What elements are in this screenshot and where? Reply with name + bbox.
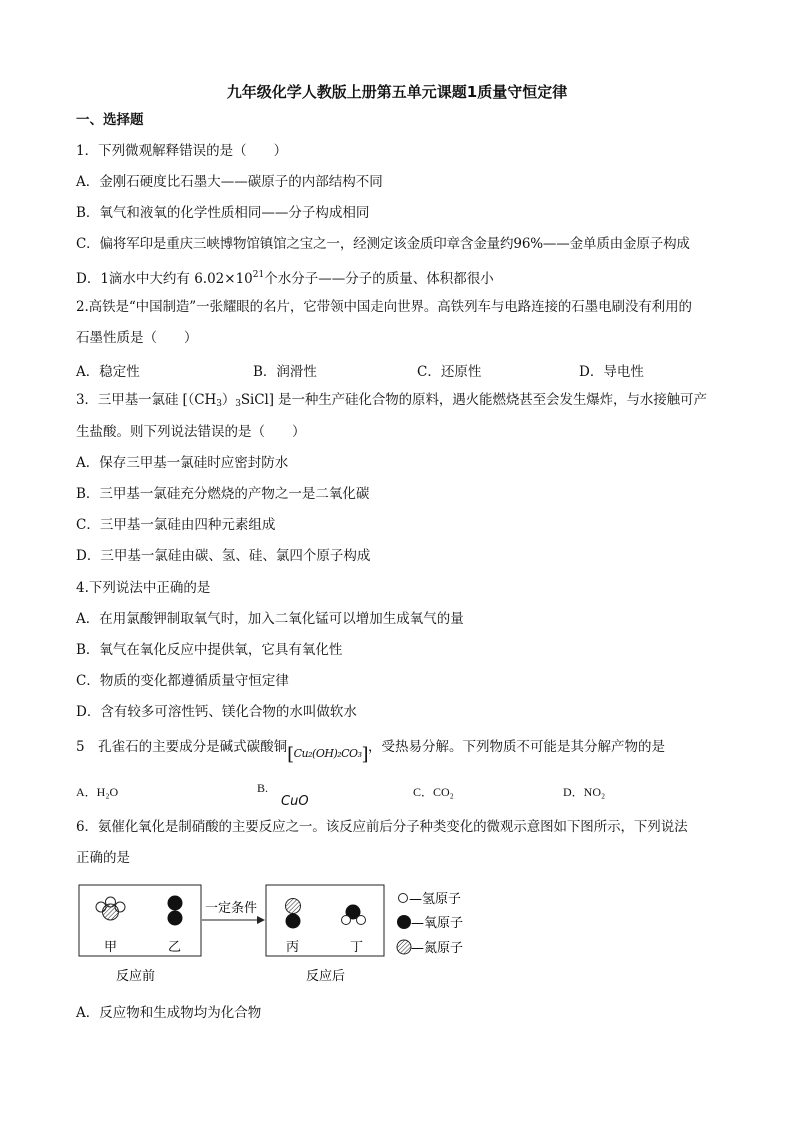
q6-stem-line1: 6．氨催化氧化是制硝酸的主要反应之一。该反应前后分子种类变化的微观示意图如下图所示，下列说法 [76,819,688,835]
q5-bracket-left: [ [287,744,294,765]
q4-option-b: B．氧气在氧化反应中提供氧，它具有氧化性 [76,642,343,658]
reaction-condition: 一定条件 [205,901,258,916]
q1-d-text-pre: D．1滴水中大约有 6.02×10 [76,271,253,287]
q5-formula [287,744,369,765]
q5-stem-pre: 5 孔雀石的主要成分是碱式碳酸铜 [76,739,288,755]
label-jia: 甲 [104,940,118,955]
nitric-oxide-molecule [286,899,301,929]
q1-stem: 1．下列微观解释错误的是（ ） [76,143,288,159]
q1-option-a: A．金刚石硬度比石墨大——碳原子的内部结构不同 [76,174,383,190]
q4-option-d: D．含有较多可溶性钙、镁化合物的水叫做软水 [76,704,357,720]
legend-hydrogen: —氢原子 [409,892,462,907]
q3-stem-pre: 3．三甲基一氯硅 [（CH [76,392,217,408]
q6-stem-line2: 正确的是 [76,850,130,866]
label-yi: 乙 [168,940,182,955]
q3-option-b: B．三甲基一氯硅充分燃烧的产物之一是二氧化碳 [76,486,370,502]
q3-stem-line2: 生盐酸。则下列说法错误的是（ ） [76,424,306,440]
legend [397,892,463,956]
q5-formula-text: Cu₂(OH)₂CO₃ [293,747,362,760]
q5-option-a: A．H₂O [76,785,119,799]
q5-option-b: B. [257,781,269,795]
q2-option-c: C．还原性 [417,364,482,380]
section-heading: 一、选择题 [76,112,144,128]
q4-option-c: C．物质的变化都遵循质量守恒定律 [76,673,289,689]
legend-oxygen: —氧原子 [411,916,464,931]
q5-option-c: C．CO₂ [413,785,454,799]
q5-bracket-right: ] [361,744,369,765]
q3-stem-end: SiCl] 是一种生产硅化合物的原料，遇火能燃烧甚至会发生爆炸，与水接触可产 [240,392,707,408]
ammonia-molecule [96,897,125,920]
q2-stem-line2: 石墨性质是（ ） [76,330,198,346]
q3-stem-line1 [76,391,707,413]
q5-stem-post: ，受热易分解。下列物质不可能是其分解产物的是 [368,739,666,755]
q1-d-text-post: 个水分子——分子的质量、体积都很小 [264,271,494,287]
q4-stem: 4.下列说法中正确的是 [76,580,211,596]
label-ding: 丁 [350,940,364,955]
q3-option-c: C．三甲基一氯硅由四种元素组成 [76,517,276,533]
q3-option-d: D．三甲基一氯硅由碳、氢、硅、氯四个原子构成 [76,548,371,564]
label-after: 反应后 [306,969,346,984]
q1-option-d [76,266,494,288]
q1-option-c: C．偏将军印是重庆三峡博物馆镇馆之宝之一，经测定该金质印章含金量约96%——金单质由金原子构成 [76,236,690,252]
q4-option-a: A．在用氯酸钾制取氧气时，加入二氧化锰可以增加生成氧气的量 [76,611,464,627]
q5-option-b-formula: CuO [281,794,309,809]
legend-nitrogen: —氮原子 [411,941,464,956]
legend-hydrogen-icon [399,894,408,903]
q3-stem-mid: ） [221,392,236,408]
legend-nitrogen-icon [397,940,411,954]
q6-option-a: A．反应物和生成物均为化合物 [76,1005,262,1021]
label-bing: 丙 [286,940,300,955]
before-box [79,885,201,956]
q1-d-exponent: 21 [252,270,265,280]
page-title: 九年级化学人教版上册第五单元课题1质量守恒定律 [226,83,568,101]
water-molecule [342,905,366,925]
after-box [266,885,384,956]
q5-option-d: D．NO₂ [563,785,606,799]
reaction-diagram [70,880,490,990]
q2-stem-line1: 2.高铁是“中国制造”一张耀眼的名片，它带领中国走向世界。高铁列车与电路连接的石墨电刷没有利用的 [76,299,692,315]
q3-sub-1: 3 [216,399,222,409]
legend-oxygen-icon [397,915,411,929]
q3-option-a: A．保存三甲基一氯硅时应密封防水 [76,455,289,471]
q2-option-a: A．稳定性 [76,364,140,380]
q3-sub-2: 3 [235,399,241,409]
q1-option-b: B．氧气和液氧的化学性质相同——分子构成相同 [76,205,370,221]
q2-option-d: D．导电性 [579,364,644,380]
reaction-arrow-head [257,916,265,924]
q5-stem [76,738,665,764]
oxygen-molecule [168,896,183,926]
q2-option-b: B．润滑性 [253,364,317,380]
label-before: 反应前 [116,969,156,984]
